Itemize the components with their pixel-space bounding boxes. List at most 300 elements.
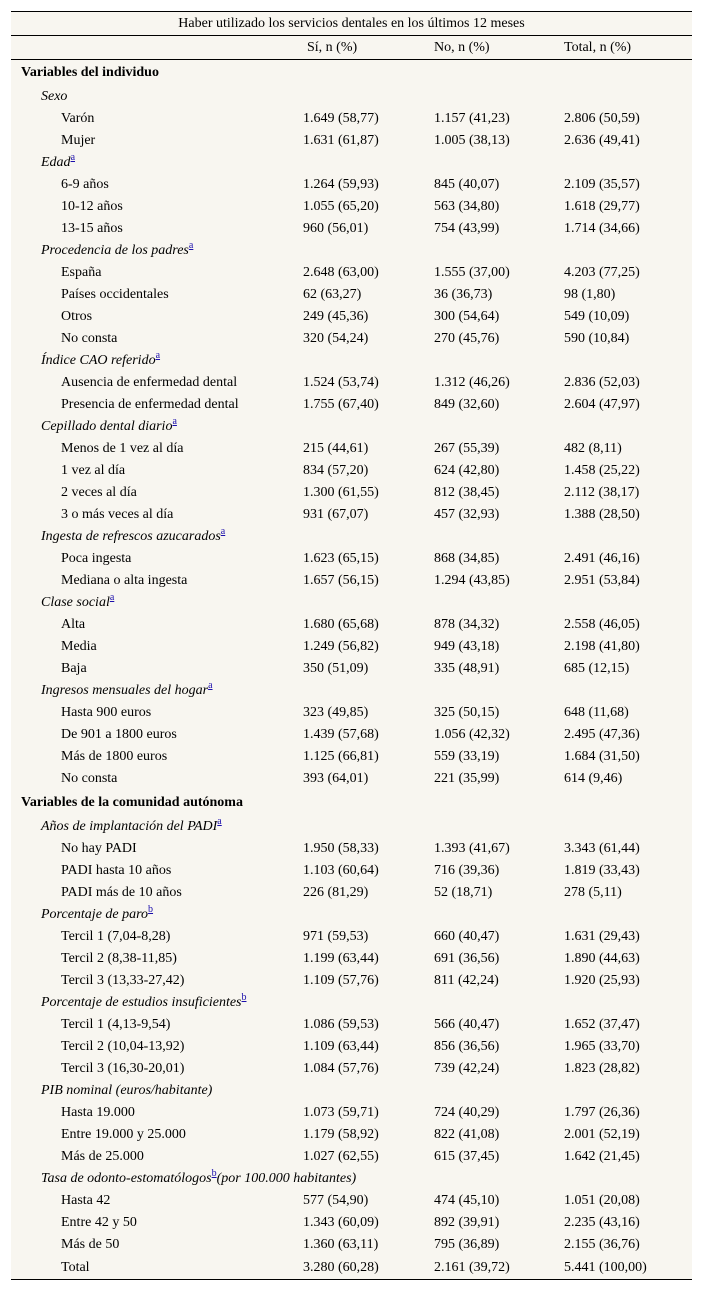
label-text: Mediana o alta ingesta (61, 573, 188, 588)
cell-no: 845 (40,07) (434, 177, 500, 192)
row-label (11, 746, 293, 768)
cell-total: 1.631 (29,43) (564, 929, 640, 944)
cell-no: 563 (34,80) (434, 199, 500, 214)
table-row (11, 838, 692, 860)
group-label (11, 992, 692, 1014)
label-text: Hasta 19.000 (61, 1105, 135, 1120)
table-row (11, 1146, 692, 1168)
label-text: Años de implantación del PADI (41, 819, 218, 834)
cell-si: 1.199 (63,44) (303, 951, 379, 966)
cell-si: 323 (49,85) (303, 705, 369, 720)
cell-no: 892 (39,91) (434, 1215, 500, 1230)
group-label (11, 526, 692, 548)
label-text: Baja (61, 661, 87, 676)
cell-total: 3.343 (61,44) (564, 841, 640, 856)
cell-no: 812 (38,45) (434, 485, 500, 500)
cell-no: 335 (48,91) (434, 661, 500, 676)
table-row (11, 1058, 692, 1080)
cell-si: 62 (63,27) (303, 287, 362, 302)
label-text: Países occidentales (61, 287, 169, 302)
group-label (11, 1168, 692, 1190)
table-row (11, 1256, 692, 1280)
cell-si: 1.125 (66,81) (303, 749, 379, 764)
cell-total: 2.491 (46,16) (564, 551, 640, 566)
cell-total: 1.684 (31,50) (564, 749, 640, 764)
cell-no: 1.294 (43,85) (434, 573, 510, 588)
group-label (11, 240, 692, 262)
table-caption-row (11, 12, 692, 36)
row-label (11, 1256, 293, 1280)
table-row (11, 882, 692, 904)
cell-total: 98 (1,80) (564, 287, 616, 302)
table-row (11, 1212, 692, 1234)
label-text: Ingesta de refrescos azucarados (41, 529, 221, 544)
cell-total: 1.642 (21,45) (564, 1149, 640, 1164)
label-text: PADI más de 10 años (61, 885, 182, 900)
label-text: Tasa de odonto-estomatólogos (41, 1171, 212, 1186)
label-text: Hasta 900 euros (61, 705, 152, 720)
cell-no: 457 (32,93) (434, 507, 500, 522)
table-row (11, 1234, 692, 1256)
cell-si: 1.109 (57,76) (303, 973, 379, 988)
header-si: Sí, n (%) (293, 36, 424, 60)
group-label (11, 350, 692, 372)
row-label (11, 724, 293, 746)
row-label (11, 1036, 293, 1058)
cell-no: 724 (40,29) (434, 1105, 500, 1120)
group-row (11, 1080, 692, 1102)
table-row (11, 262, 692, 284)
cell-no: 221 (35,99) (434, 771, 500, 786)
cell-no: 1.393 (41,67) (434, 841, 510, 856)
cell-si: 320 (54,24) (303, 331, 369, 346)
label-text: Tercil 2 (10,04-13,92) (61, 1039, 185, 1054)
section-row (11, 790, 692, 816)
cell-si: 1.950 (58,33) (303, 841, 379, 856)
label-text: Tercil 3 (16,30-20,01) (61, 1061, 185, 1076)
row-label (11, 284, 293, 306)
cell-total: 2.558 (46,05) (564, 617, 640, 632)
table-row (11, 768, 692, 790)
cell-no: 1.555 (37,00) (434, 265, 510, 280)
cell-no: 691 (36,56) (434, 951, 500, 966)
row-label (11, 970, 293, 992)
footnote-link[interactable]: b (241, 992, 247, 1004)
row-label (11, 1212, 293, 1234)
group-label (11, 152, 692, 174)
table-row (11, 1124, 692, 1146)
label-text: No consta (61, 771, 118, 786)
label-text: Clase social (41, 595, 110, 610)
label-text: Poca ingesta (61, 551, 132, 566)
cell-no: 949 (43,18) (434, 639, 500, 654)
label-text: Ingresos mensuales del hogar (41, 683, 209, 698)
cell-si: 2.648 (63,00) (303, 265, 379, 280)
cell-si: 350 (51,09) (303, 661, 369, 676)
group-label (11, 86, 692, 108)
label-text: Variables de la comunidad autónoma (21, 795, 243, 810)
row-label (11, 328, 293, 350)
cell-total: 2.109 (35,57) (564, 177, 640, 192)
section-row (11, 60, 692, 87)
cell-si: 834 (57,20) (303, 463, 369, 478)
group-row (11, 350, 692, 372)
row-label (11, 218, 293, 240)
table-row (11, 130, 692, 152)
cell-total: 1.652 (37,47) (564, 1017, 640, 1032)
label-text: Varón (61, 111, 95, 126)
row-label (11, 658, 293, 680)
data-table (11, 11, 692, 1280)
row-label (11, 768, 293, 790)
table-row (11, 724, 692, 746)
section-label (11, 790, 692, 816)
row-label (11, 948, 293, 970)
footnote-link[interactable]: a (109, 592, 115, 604)
cell-si: 1.086 (59,53) (303, 1017, 379, 1032)
cell-total: 1.920 (25,93) (564, 973, 640, 988)
cell-no: 822 (41,08) (434, 1127, 500, 1142)
cell-no: 1.312 (46,26) (434, 375, 510, 390)
cell-no: 566 (40,47) (434, 1017, 500, 1032)
table-row (11, 614, 692, 636)
label-text: Tercil 1 (7,04-8,28) (61, 929, 171, 944)
header-no: No, n (%) (424, 36, 554, 60)
table-row (11, 1190, 692, 1212)
label-text: Media (61, 639, 97, 654)
table-row (11, 394, 692, 416)
cell-si: 226 (81,29) (303, 885, 369, 900)
group-row (11, 904, 692, 926)
cell-total: 278 (5,11) (564, 885, 622, 900)
cell-no: 856 (36,56) (434, 1039, 500, 1054)
table-row (11, 218, 692, 240)
cell-si: 1.109 (63,44) (303, 1039, 379, 1054)
label-text: Alta (61, 617, 86, 632)
row-label (11, 860, 293, 882)
footnote-link[interactable]: a (172, 416, 177, 428)
table-row (11, 636, 692, 658)
label-text: Menos de 1 vez al día (61, 441, 184, 456)
table-row (11, 1036, 692, 1058)
group-row (11, 816, 692, 838)
group-label (11, 592, 692, 614)
cell-no: 300 (54,64) (434, 309, 500, 324)
label-text: Mujer (61, 133, 96, 148)
label-text: Entre 42 y 50 (61, 1215, 137, 1230)
cell-total: 4.203 (77,25) (564, 265, 640, 280)
row-label (11, 196, 293, 218)
cell-no: 878 (34,32) (434, 617, 500, 632)
label-text: Cepillado dental diario (41, 419, 173, 434)
cell-total: 2.806 (50,59) (564, 111, 640, 126)
row-label (11, 548, 293, 570)
label-text: Otros (61, 309, 93, 324)
cell-total: 685 (12,15) (564, 661, 630, 676)
row-label (11, 1102, 293, 1124)
label-text: Edad (41, 155, 71, 170)
cell-no: 270 (45,76) (434, 331, 500, 346)
footnote-link[interactable]: b (211, 1168, 217, 1180)
cell-si: 1.264 (59,93) (303, 177, 379, 192)
cell-total: 590 (10,84) (564, 331, 630, 346)
table-row (11, 548, 692, 570)
cell-si: 3.280 (60,28) (293, 1256, 424, 1280)
header-total: Total, n (%) (554, 36, 692, 60)
group-label (11, 816, 692, 838)
group-label (11, 904, 692, 926)
label-text: Hasta 42 (61, 1193, 111, 1208)
row-label (11, 1058, 293, 1080)
row-label (11, 636, 293, 658)
label-text: Tercil 2 (8,38-11,85) (61, 951, 177, 966)
table-caption: Haber utilizado los servicios dentales en los últimos 12 meses (11, 12, 692, 36)
table-container (11, 11, 692, 1280)
group-row (11, 592, 692, 614)
label-text: 2 veces al día (61, 485, 137, 500)
row-label (11, 504, 293, 526)
cell-total: 2.112 (38,17) (564, 485, 640, 500)
row-label (11, 372, 293, 394)
cell-no: 1.157 (41,23) (434, 111, 510, 126)
label-text: Porcentaje de paro (41, 907, 149, 922)
label-text: De 901 a 1800 euros (61, 727, 177, 742)
label-text: Más de 25.000 (61, 1149, 144, 1164)
table-row (11, 284, 692, 306)
cell-si: 1.179 (58,92) (303, 1127, 379, 1142)
table-row (11, 970, 692, 992)
table-row (11, 306, 692, 328)
group-label (11, 680, 692, 702)
label-text: No hay PADI (61, 841, 137, 856)
table-row (11, 570, 692, 592)
cell-si: 249 (45,36) (303, 309, 369, 324)
cell-total: 2.198 (41,80) (564, 639, 640, 654)
group-label (11, 1080, 692, 1102)
group-row (11, 416, 692, 438)
cell-si: 1.027 (62,55) (303, 1149, 379, 1164)
cell-no: 754 (43,99) (434, 221, 500, 236)
table-row (11, 372, 692, 394)
label-text: PIB nominal (euros/habitante) (41, 1083, 213, 1098)
label-text: 1 vez al día (61, 463, 126, 478)
group-row (11, 992, 692, 1014)
label-text: Más de 1800 euros (61, 749, 168, 764)
cell-total: 1.458 (25,22) (564, 463, 640, 478)
cell-no: 624 (42,80) (434, 463, 500, 478)
footnote-link[interactable]: a (208, 680, 213, 692)
row-label (11, 1190, 293, 1212)
label-text: Ausencia de enfermedad dental (61, 375, 238, 390)
row-label (11, 1124, 293, 1146)
table-row (11, 948, 692, 970)
table-row (11, 438, 692, 460)
cell-si: 1.439 (57,68) (303, 727, 379, 742)
cell-si: 393 (64,01) (303, 771, 369, 786)
row-label (11, 460, 293, 482)
table-row (11, 174, 692, 196)
cell-total: 2.495 (47,36) (564, 727, 640, 742)
cell-si: 1.249 (56,82) (303, 639, 379, 654)
cell-no: 849 (32,60) (434, 397, 500, 412)
cell-no: 615 (37,45) (434, 1149, 500, 1164)
row-label (11, 702, 293, 724)
cell-total: 1.890 (44,63) (564, 951, 640, 966)
cell-total: 1.797 (26,36) (564, 1105, 640, 1120)
cell-total: 2.836 (52,03) (564, 375, 640, 390)
label-text: PADI hasta 10 años (61, 863, 172, 878)
group-row (11, 526, 692, 548)
cell-total: 1.965 (33,70) (564, 1039, 640, 1054)
cell-no: 795 (36,89) (434, 1237, 500, 1252)
cell-si: 1.073 (59,71) (303, 1105, 379, 1120)
row-label (11, 130, 293, 152)
cell-si: 1.055 (65,20) (303, 199, 379, 214)
table-row (11, 1014, 692, 1036)
cell-no: 811 (42,24) (434, 973, 499, 988)
cell-no: 716 (39,36) (434, 863, 500, 878)
footnote-link[interactable]: a (217, 816, 222, 828)
cell-si: 1.300 (61,55) (303, 485, 379, 500)
table-row (11, 482, 692, 504)
cell-si: 1.631 (61,87) (303, 133, 379, 148)
group-row (11, 240, 692, 262)
label-text: Total (61, 1259, 90, 1275)
cell-no: 1.056 (42,32) (434, 727, 510, 742)
row-label (11, 438, 293, 460)
cell-si: 1.657 (56,15) (303, 573, 379, 588)
header-variable (11, 36, 293, 60)
row-label (11, 174, 293, 196)
group-label (11, 416, 692, 438)
group-row (11, 680, 692, 702)
footnote-link[interactable]: a (220, 526, 226, 538)
footnote-link[interactable]: a (70, 152, 76, 164)
cell-si: 577 (54,90) (303, 1193, 369, 1208)
cell-si: 1.649 (58,77) (303, 111, 379, 126)
table-row (11, 860, 692, 882)
cell-si: 960 (56,01) (303, 221, 369, 236)
cell-total: 2.235 (43,16) (564, 1215, 640, 1230)
header-row (11, 36, 692, 60)
table-row (11, 196, 692, 218)
cell-si: 1.343 (60,09) (303, 1215, 379, 1230)
label-text: España (61, 265, 102, 280)
label-text: Tercil 3 (13,33-27,42) (61, 973, 185, 988)
label-text: Procedencia de los padres (41, 243, 189, 258)
table-row (11, 1102, 692, 1124)
footnote-link[interactable]: a (155, 350, 161, 362)
cell-total: 1.618 (29,77) (564, 199, 640, 214)
cell-no: 267 (55,39) (434, 441, 500, 456)
cell-si: 1.103 (60,64) (303, 863, 379, 878)
cell-si: 1.084 (57,76) (303, 1061, 379, 1076)
cell-total: 1.823 (28,82) (564, 1061, 640, 1076)
cell-si: 215 (44,61) (303, 441, 369, 456)
cell-total: 648 (11,68) (564, 705, 629, 720)
cell-total: 1.714 (34,66) (564, 221, 640, 236)
cell-total: 614 (9,46) (564, 771, 623, 786)
row-label (11, 306, 293, 328)
label-text: Presencia de enfermedad dental (61, 397, 239, 412)
cell-total: 482 (8,11) (564, 441, 622, 456)
label-text: 10-12 años (61, 199, 123, 214)
cell-no: 660 (40,47) (434, 929, 500, 944)
row-label (11, 108, 293, 130)
cell-total: 2.155 (36,76) (564, 1237, 640, 1252)
label-text: Índice CAO referido (41, 353, 156, 368)
table-row (11, 328, 692, 350)
cell-si: 971 (59,53) (303, 929, 369, 944)
table-row (11, 504, 692, 526)
cell-si: 1.680 (65,68) (303, 617, 379, 632)
table-row (11, 108, 692, 130)
row-label (11, 262, 293, 284)
cell-no: 1.005 (38,13) (434, 133, 510, 148)
label-text: 3 o más veces al día (61, 507, 174, 522)
row-label (11, 1146, 293, 1168)
label-suffix: (por 100.000 habitantes) (216, 1171, 357, 1186)
footnote-link[interactable]: a (188, 240, 194, 252)
cell-total: 2.001 (52,19) (564, 1127, 640, 1142)
footnote-link[interactable]: b (148, 904, 154, 916)
table-row (11, 926, 692, 948)
row-label (11, 482, 293, 504)
cell-si: 1.755 (67,40) (303, 397, 379, 412)
label-text: Entre 19.000 y 25.000 (61, 1127, 186, 1142)
cell-total: 2.636 (49,41) (564, 133, 640, 148)
table-row (11, 658, 692, 680)
label-text: Sexo (41, 89, 68, 104)
section-label (11, 60, 692, 87)
table-row (11, 460, 692, 482)
label-text: 13-15 años (61, 221, 123, 236)
group-row (11, 86, 692, 108)
cell-no: 36 (36,73) (434, 287, 493, 302)
label-text: Tercil 1 (4,13-9,54) (61, 1017, 171, 1032)
cell-total: 1.819 (33,43) (564, 863, 640, 878)
label-text: No consta (61, 331, 118, 346)
group-row (11, 152, 692, 174)
row-label (11, 838, 293, 860)
table-row (11, 746, 692, 768)
row-label (11, 614, 293, 636)
cell-no: 2.161 (39,72) (424, 1256, 554, 1280)
row-label (11, 1014, 293, 1036)
cell-total: 2.951 (53,84) (564, 573, 640, 588)
table-body (11, 60, 692, 1280)
cell-si: 931 (67,07) (303, 507, 369, 522)
cell-no: 325 (50,15) (434, 705, 500, 720)
cell-total: 1.051 (20,08) (564, 1193, 640, 1208)
cell-si: 1.360 (63,11) (303, 1237, 379, 1252)
label-text: Más de 50 (61, 1237, 120, 1252)
cell-no: 52 (18,71) (434, 885, 493, 900)
cell-total: 1.388 (28,50) (564, 507, 640, 522)
cell-total: 2.604 (47,97) (564, 397, 640, 412)
label-text: Variables del individuo (21, 65, 159, 80)
cell-total: 549 (10,09) (564, 309, 630, 324)
label-text: Porcentaje de estudios insuficientes (41, 995, 242, 1010)
row-label (11, 882, 293, 904)
cell-no: 474 (45,10) (434, 1193, 500, 1208)
cell-total: 5.441 (100,00) (554, 1256, 692, 1280)
cell-si: 1.524 (53,74) (303, 375, 379, 390)
cell-no: 559 (33,19) (434, 749, 500, 764)
cell-no: 739 (42,24) (434, 1061, 500, 1076)
row-label (11, 926, 293, 948)
cell-si: 1.623 (65,15) (303, 551, 379, 566)
